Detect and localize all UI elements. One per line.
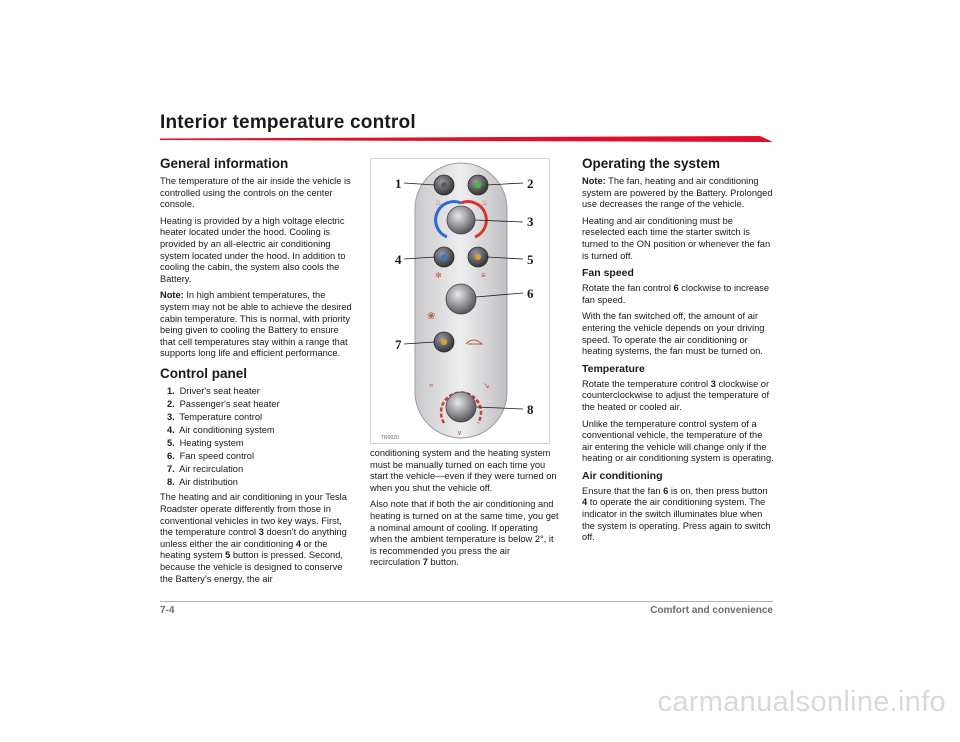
ref-number: 4 bbox=[295, 538, 302, 549]
ref-number: 6 bbox=[673, 283, 679, 294]
control-panel-heading: Control panel bbox=[160, 365, 247, 381]
text-run: button is pressed. Second, because the vehicle is designed to conserve the Battery's energy, the air bbox=[160, 550, 343, 584]
text-run: Rotate the fan control bbox=[582, 283, 674, 294]
control-panel-illustration bbox=[371, 159, 549, 443]
list-item-label: Passenger's seat heater bbox=[179, 398, 280, 409]
note-label: Note: bbox=[160, 290, 184, 301]
section-name: Comfort and convenience bbox=[650, 605, 773, 616]
passengers-seat-heater-indicator bbox=[475, 182, 481, 188]
list-item-number: 5. bbox=[167, 437, 175, 448]
fan-speed-control-knob[interactable] bbox=[446, 284, 476, 314]
snowflake-icon: ✻ bbox=[435, 271, 442, 280]
air-conditioning-heading: Air conditioning bbox=[582, 469, 663, 482]
callout-2: 2 bbox=[527, 176, 534, 191]
defrost-icon: ≈ bbox=[429, 381, 434, 390]
fan-speed-heading: Fan speed bbox=[582, 267, 634, 280]
list-item bbox=[167, 386, 352, 398]
ref-number: 7 bbox=[422, 557, 428, 568]
list-item-number: 2. bbox=[167, 398, 175, 409]
callout-8: 8 bbox=[527, 402, 534, 417]
operating-paragraph: Heating and air conditioning must be reselected each time the starter switch is turned to the ON position or whenever the fan is turned off. bbox=[582, 215, 771, 261]
air-recirculation-indicator bbox=[441, 339, 447, 345]
text-run: The heating and air conditioning in your Tesla Roadster operate differently from those in conventional vehicles in two key ways. First, the temperature control bbox=[160, 492, 347, 538]
temperature-heading: Temperature bbox=[582, 362, 645, 375]
title-rule bbox=[160, 136, 773, 142]
text-run: button. bbox=[427, 557, 459, 568]
callout-6: 6 bbox=[527, 286, 534, 301]
heating-system-indicator bbox=[475, 254, 481, 260]
fan-speed-paragraph-2: With the fan switched off, the amount of air entering the vehicle depends on your driving speed. To operate the air conditioning or heating systems, the fan must be turned on. bbox=[582, 311, 765, 357]
ref-number: 4 bbox=[582, 497, 588, 508]
text-run: to operate the air conditioning system. The indicator in the switch illuminates blue when the system is operating. Press again to switch off. bbox=[582, 497, 771, 543]
callout-3: 3 bbox=[527, 214, 534, 229]
temperature-paragraph-1 bbox=[582, 379, 774, 414]
list-item bbox=[167, 438, 352, 450]
seat-heat-icon: ♨ bbox=[435, 198, 443, 207]
list-item-number: 3. bbox=[167, 411, 175, 422]
text-run: clockwise or counterclockwise to adjust the temperature of the heated or cooled air. bbox=[582, 378, 770, 412]
temperature-paragraph-2: Unlike the temperature control system of a conventional vehicle, the temperature of the air entering the vehicle will change only if the heating or air conditioning system is operating. bbox=[582, 418, 774, 464]
text-run: doesn't do anything unless either the air conditioning bbox=[160, 527, 347, 549]
ref-number: 6 bbox=[663, 485, 669, 496]
list-item bbox=[167, 477, 352, 489]
list-item-number: 6. bbox=[167, 450, 175, 461]
control-list bbox=[160, 386, 352, 488]
air-conditioning-paragraph bbox=[582, 486, 774, 544]
text-run: or the heating system bbox=[160, 538, 328, 561]
note-paragraph bbox=[160, 290, 352, 360]
text-run: Rotate the temperature control bbox=[582, 378, 711, 389]
general-info-paragraph-1: The temperature of the air inside the vehicle is controlled using the controls on the center console. bbox=[160, 176, 351, 210]
list-item-label: Fan speed control bbox=[179, 450, 255, 461]
control-panel-figure bbox=[370, 158, 550, 444]
note-text: In high ambient temperatures, the system may not be able to achieve the desired cabin temperature. This is normal, with priority being given to cooling the Battery to ensure that cell temperatures stay within a range that supports long life and efficient performance. bbox=[160, 290, 352, 359]
text-run: clockwise to increase fan speed. bbox=[582, 283, 770, 305]
drivers-seat-heater-indicator bbox=[441, 182, 447, 188]
seat-heat-icon: ♨ bbox=[481, 198, 489, 207]
air-distribution-knob[interactable] bbox=[446, 392, 476, 422]
general-info-heading: General information bbox=[160, 156, 289, 171]
list-item bbox=[167, 451, 352, 463]
heat-icon: ≡ bbox=[481, 271, 486, 280]
list-item-number: 1. bbox=[167, 385, 175, 396]
air-conditioning-indicator bbox=[441, 254, 447, 260]
list-item-label: Air conditioning system bbox=[179, 424, 275, 435]
general-info-paragraph-2: Heating is provided by a high voltage electric heater located under the hood. Cooling is provided by an all-electric air conditioning system located under the hood. In addition to cooling the cabin, the system also cools the Battery. bbox=[160, 215, 346, 284]
middle-paragraph-1: conditioning system and the heating system must be manually turned on each time you start the vehicle—even if they were turned on when you shut the vehicle off. bbox=[370, 448, 557, 493]
ref-number: 3 bbox=[710, 378, 716, 389]
vent-icon: ↘ bbox=[483, 381, 490, 390]
page-number: 7-4 bbox=[160, 605, 175, 616]
control-panel-paragraph bbox=[160, 492, 352, 585]
list-item-label: Air distribution bbox=[179, 476, 238, 487]
footer-rule bbox=[160, 601, 773, 602]
list-item-label: Temperature control bbox=[179, 411, 263, 422]
list-item bbox=[167, 425, 352, 437]
callout-4: 4 bbox=[395, 252, 402, 267]
list-item-number: 4. bbox=[167, 424, 175, 435]
temperature-control-knob[interactable] bbox=[447, 206, 475, 234]
fan-icon: ❀ bbox=[427, 311, 436, 322]
note-text: The fan, heating and air conditioning system are powered by the Battery. Prolonged use decreases the range of the vehicle. bbox=[582, 176, 773, 210]
column-left bbox=[160, 156, 352, 590]
list-item bbox=[167, 464, 352, 476]
list-item-label: Air recirculation bbox=[179, 463, 244, 474]
fan-speed-paragraph-1 bbox=[582, 283, 774, 306]
callout-5: 5 bbox=[527, 252, 534, 267]
callout-7: 7 bbox=[395, 337, 402, 352]
footwell-icon: ∨ bbox=[457, 430, 463, 437]
list-item-label: Heating system bbox=[179, 437, 244, 448]
list-item-number: 8. bbox=[167, 476, 175, 487]
operating-heading: Operating the system bbox=[582, 156, 721, 171]
text-run: is on, then press button bbox=[668, 485, 768, 496]
middle-paragraph-2 bbox=[370, 499, 562, 569]
text-run: Ensure that the fan bbox=[582, 485, 664, 496]
list-item bbox=[167, 412, 352, 424]
figure-code: TR0020 bbox=[381, 435, 399, 441]
list-item-number: 7. bbox=[167, 463, 175, 474]
note-label: Note: bbox=[582, 176, 606, 186]
column-right bbox=[582, 156, 774, 549]
list-item bbox=[167, 399, 352, 411]
ref-number: 3 bbox=[258, 527, 264, 538]
operating-note bbox=[582, 176, 774, 211]
text-run: Also note that if both the air conditioning and heating is turned on at the same time, you get a nominal amount of cooling. If operating when the ambient temperature is below 2°, it is recommended you press the air recirculation bbox=[370, 499, 559, 568]
callout-1: 1 bbox=[395, 176, 402, 191]
list-item-label: Driver's seat heater bbox=[179, 385, 260, 396]
ref-number: 5 bbox=[225, 550, 231, 561]
page-title: Interior temperature control bbox=[160, 112, 416, 133]
column-middle bbox=[370, 158, 562, 574]
watermark: carmanualsonline.info bbox=[657, 686, 946, 718]
